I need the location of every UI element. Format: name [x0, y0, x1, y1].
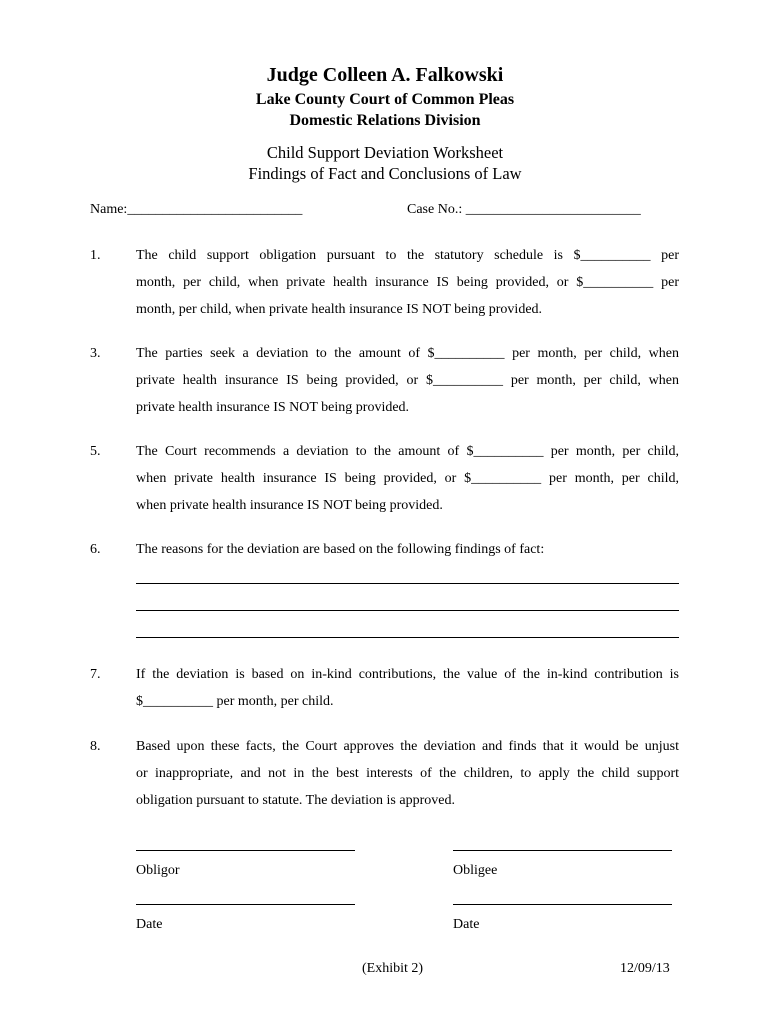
item-number: 1.	[90, 248, 101, 263]
obligee-date-line	[453, 904, 672, 905]
judge-name: Judge Colleen A. Falkowski	[266, 64, 504, 86]
item-line: Based upon these facts, the Court approves the deviation and finds that it would be unjust	[136, 739, 679, 754]
obligee-label: Obligee	[453, 863, 498, 878]
item-line: when private health insurance IS being provided, or $__________ per month, per child,	[136, 471, 679, 486]
obligee-signature-line	[453, 850, 672, 851]
findings-line	[136, 637, 679, 638]
item-line: when private health insurance IS NOT being provided.	[136, 498, 443, 513]
obligor-signature-line	[136, 850, 355, 851]
item-line: or inappropriate, and not in the best interests of the children, to apply the child support	[136, 766, 679, 781]
item-5-paragraph	[136, 438, 679, 519]
exhibit-label: (Exhibit 2)	[362, 961, 424, 976]
item-1-paragraph	[136, 242, 679, 323]
item-line: The child support obligation pursuant to the statutory schedule is $__________ per	[136, 248, 679, 263]
item-3-paragraph	[136, 340, 679, 421]
obligor-date-label: Date	[136, 917, 163, 932]
item-line: private health insurance IS being provided, or $__________ per month, per child, when	[136, 373, 679, 388]
findings-line	[136, 583, 679, 584]
item-8-paragraph	[136, 733, 679, 814]
item-line: The parties seek a deviation to the amount of $__________ per month, per child, when	[136, 346, 679, 361]
obligor-label: Obligor	[136, 863, 180, 878]
item-line: month, per child, when private health insurance IS being provided, or $__________ per	[136, 275, 679, 290]
worksheet-title: Child Support Deviation Worksheet	[266, 143, 504, 162]
findings-line	[136, 610, 679, 611]
item-line: The Court recommends a deviation to the amount of $__________ per month, per child,	[136, 444, 679, 459]
item-line: private health insurance IS NOT being provided.	[136, 400, 410, 415]
item-number: 3.	[90, 346, 101, 361]
item-number: 5.	[90, 444, 101, 459]
obligor-date-line	[136, 904, 355, 905]
item-number: 6.	[90, 542, 101, 557]
court-name: Lake County Court of Common Pleas	[255, 91, 515, 108]
obligee-date-label: Date	[453, 917, 480, 932]
item-line: obligation pursuant to statute. The deviation is approved.	[136, 793, 455, 808]
division-name: Domestic Relations Division	[289, 112, 481, 129]
item-line: month, per child, when private health insurance IS NOT being provided.	[136, 302, 543, 317]
item-7-paragraph	[136, 661, 679, 715]
name-field: Name:_________________________	[90, 202, 303, 217]
item-number: 7.	[90, 667, 101, 682]
revision-date: 12/09/13	[620, 961, 670, 976]
worksheet-subtitle: Findings of Fact and Conclusions of Law	[248, 164, 522, 183]
item-line: $__________ per month, per child.	[136, 694, 334, 709]
case-number-field: Case No.: _________________________	[407, 202, 641, 217]
item-number: 8.	[90, 739, 101, 754]
item-6-paragraph	[136, 536, 679, 563]
item-line: If the deviation is based on in-kind contributions, the value of the in-kind contribution is	[136, 667, 679, 682]
item-line: The reasons for the deviation are based on the following findings of fact:	[136, 542, 545, 557]
